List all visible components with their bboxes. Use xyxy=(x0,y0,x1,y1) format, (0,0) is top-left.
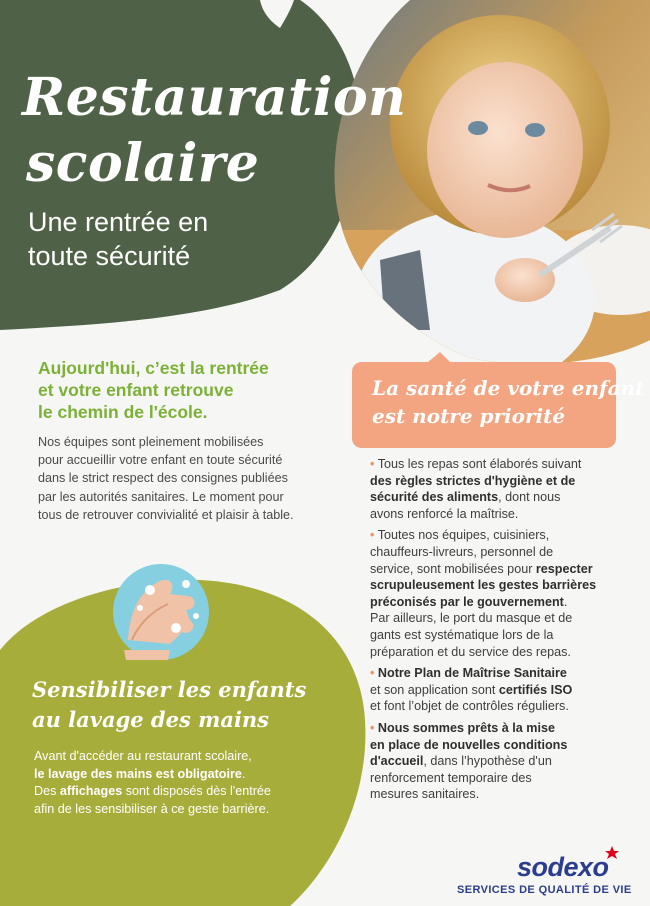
intro-heading-line: le chemin de l'école. xyxy=(38,402,208,422)
bullet-marker: • xyxy=(370,528,375,543)
intro-heading xyxy=(38,357,308,423)
health-heading xyxy=(372,374,645,430)
page-title-line2: scolaire xyxy=(26,133,260,194)
health-bullet-list xyxy=(370,456,632,808)
sodexo-tagline: SERVICES DE QUALITÉ DE VIE xyxy=(457,884,632,896)
handwash-body xyxy=(34,748,314,818)
bullet-text: gants est systématique lors de la xyxy=(370,627,554,642)
sodexo-logo: sodexo xyxy=(517,852,609,882)
bullet-emphasis: scrupuleusement les gestes barrières xyxy=(370,578,597,593)
handwash-body-text: sont disposés dès l'entrée xyxy=(122,784,271,799)
health-heading-line1: La santé de votre enfant xyxy=(372,376,645,400)
bullet-emphasis: Notre Plan de Maîtrise Sanitaire xyxy=(377,666,567,681)
bullet-emphasis: sécurité des aliments xyxy=(370,490,499,505)
handwash-emphasis: affichages xyxy=(59,784,123,799)
page-subtitle-line1: Une rentrée en xyxy=(28,207,209,237)
handwash-heading-line2: au lavage des mains xyxy=(32,707,270,732)
bullet-text: Tous les repas sont élaborés suivant xyxy=(377,457,582,471)
intro-body xyxy=(38,433,328,524)
bullet-text: , dans l’hypothèse d'un xyxy=(423,754,552,769)
handwash-icon xyxy=(113,564,209,660)
bullet-text: Par ailleurs, le port du masque et de xyxy=(370,611,573,626)
bullet-marker: • xyxy=(370,720,375,735)
handwash-body-line: Avant d'accéder au restaurant scolaire, xyxy=(34,749,252,763)
bullet-text: mesures sanitaires. xyxy=(370,787,480,802)
list-item xyxy=(370,527,632,660)
page-title-line1: Restauration xyxy=(22,67,407,128)
intro-heading-line: Aujourd'hui, c’est la rentrée xyxy=(38,358,269,378)
health-heading-line2: est notre priorité xyxy=(372,404,566,428)
bullet-text: service, sont mobilisées pour xyxy=(370,561,536,576)
bullet-text: chauffeurs-livreurs, personnel de xyxy=(370,544,554,559)
handwash-heading-line1: Sensibiliser les enfants xyxy=(32,677,307,702)
intro-body-line: tous de retrouver convivialité et plaisir à table. xyxy=(38,507,294,522)
bullet-text: avons renforcé la maîtrise. xyxy=(370,506,519,521)
handwash-body-text: . xyxy=(241,766,246,781)
intro-body-line: dans le strict respect des consignes publiées xyxy=(38,471,288,486)
intro-body-line: par les autorités sanitaires. Le moment pour xyxy=(38,489,284,504)
bullet-text: renforcement temporaire des xyxy=(370,770,532,785)
bullet-emphasis: d'accueil xyxy=(370,754,424,769)
list-item xyxy=(370,665,632,715)
bullet-emphasis: en place de nouvelles conditions xyxy=(370,737,568,752)
bullet-text: et font l’objet de contrôles réguliers. xyxy=(370,699,569,714)
bullet-text: Toutes nos équipes, cuisiniers, xyxy=(377,528,550,543)
bullet-text: préparation et du service des repas. xyxy=(370,644,571,659)
bullet-emphasis: Nous sommes prêts à la mise xyxy=(377,720,556,735)
page-subtitle-line2: toute sécurité xyxy=(28,241,191,271)
bullet-marker: • xyxy=(370,457,375,471)
handwash-body-line: afin de les sensibiliser à ce geste barrière. xyxy=(34,801,270,816)
bullet-emphasis: des règles strictes d'hygiène et de xyxy=(370,473,576,488)
list-item xyxy=(370,720,632,803)
bullet-text: , dont nous xyxy=(498,490,561,505)
bullet-marker: • xyxy=(370,666,375,681)
handwash-heading xyxy=(32,675,332,735)
handwash-emphasis: le lavage des mains est obligatoire xyxy=(34,766,242,781)
intro-body-line: pour accueillir votre enfant en toute sécurité xyxy=(38,453,283,468)
bullet-text: et son application sont xyxy=(370,682,499,697)
bullet-emphasis: préconisés par le gouvernement xyxy=(370,594,564,609)
bullet-emphasis: respecter xyxy=(535,561,593,576)
intro-heading-line: et votre enfant retrouve xyxy=(38,380,234,400)
bullet-text: . xyxy=(563,594,568,609)
list-item xyxy=(370,456,632,522)
child-eating-photo xyxy=(330,0,650,390)
handwash-body-text: Des xyxy=(34,784,60,799)
bullet-emphasis: certifiés ISO xyxy=(498,682,573,697)
intro-body-line: Nos équipes sont pleinement mobilisées xyxy=(38,435,264,449)
